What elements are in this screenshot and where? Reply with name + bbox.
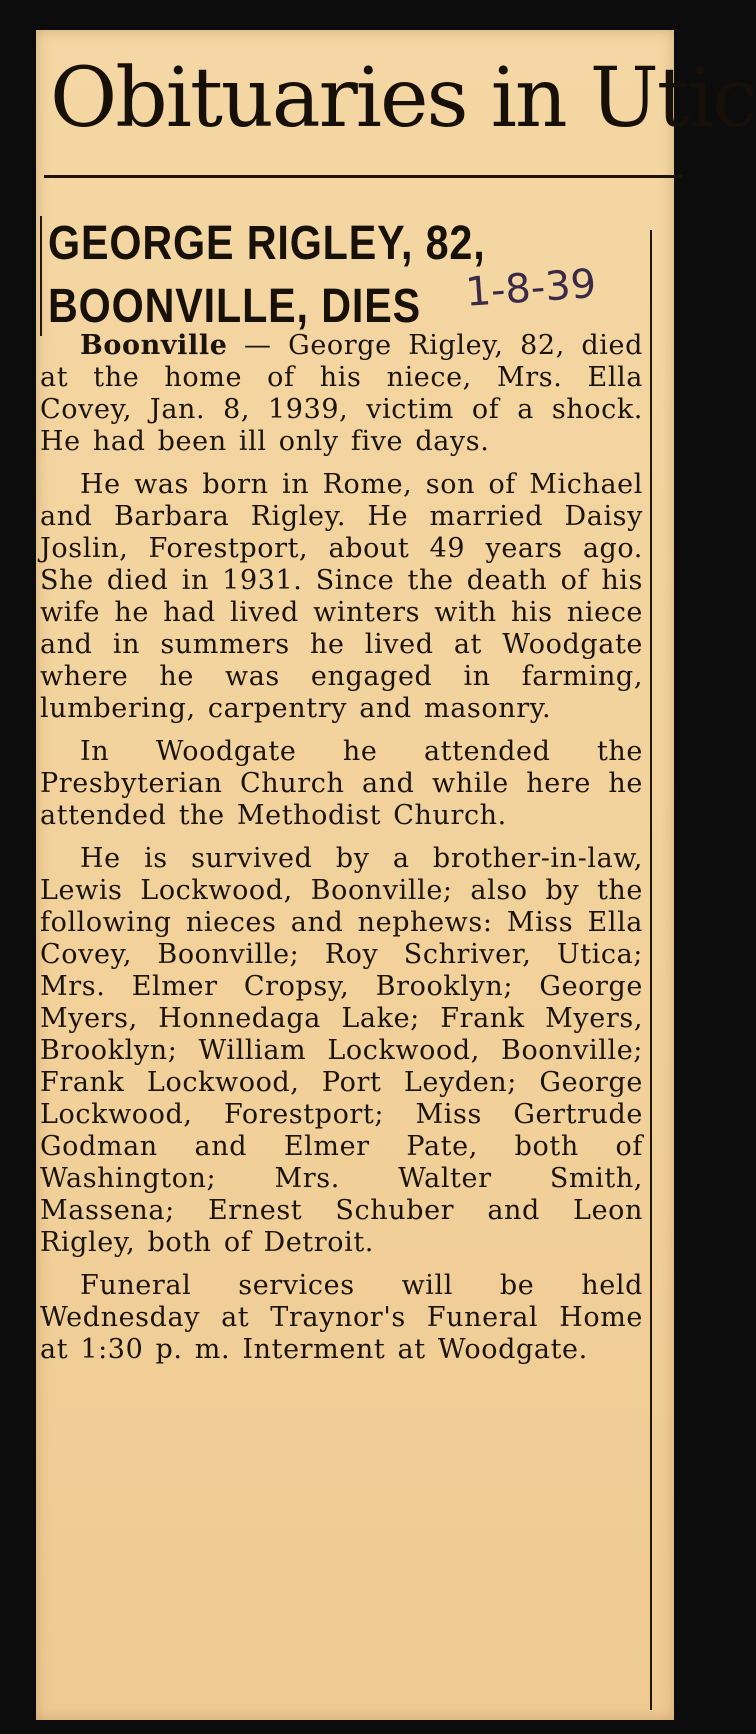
article-paragraph: He is survived by a brother-in-law, Lewis Lockwood, Boonville; also by the following nieces and nephews: Miss Ella Covey, Boonville; Roy Schriver, Utica; Mrs. Elmer Cropsy, Brooklyn; George Myers, Honnedaga Lake; Frank Myers, Brooklyn; William Lockwood, Boonville; Frank Lockwood, Port Leyden; George Lockwood, Forestport; Miss Gertrude Godman and Elmer Pate, both of Washington; Mrs. Walter Smith, Massena; Ernest Schuber and Leon Rigley, both of Detroit. bbox=[40, 843, 643, 1258]
article-paragraph: In Woodgate he attended the Presbyterian Church and while here he attended the Methodist Church. bbox=[40, 736, 643, 831]
dateline: Boonville bbox=[80, 330, 228, 361]
article-body bbox=[40, 330, 643, 1366]
article-paragraph bbox=[40, 330, 643, 458]
newspaper-clipping bbox=[36, 30, 756, 1720]
masthead-divider bbox=[44, 175, 682, 178]
headline-line-1: GEORGE RIGLEY, 82, bbox=[48, 217, 486, 270]
column-rule-left bbox=[40, 216, 42, 336]
article-paragraph: Funeral services will be held Wednesday at Traynor's Funeral Home at 1:30 p. m. Interment at Woodgate. bbox=[40, 1270, 643, 1365]
handwritten-date-annotation: 1-8-39 bbox=[464, 260, 598, 316]
paragraph-1-text: — George Rigley, 82, died at the home of his niece, Mrs. Ella Covey, Jan. 8, 1939, victim of a shock. He had been ill only five days. bbox=[40, 330, 643, 457]
masthead-title: Obituaries in Utic bbox=[50, 51, 756, 146]
headline-line-2: BOONVILLE, DIES bbox=[48, 280, 421, 333]
article-paragraph: He was born in Rome, son of Michael and Barbara Rigley. He married Daisy Joslin, Forestport, about 49 years ago. She died in 1931. Since the death of his wife he had lived winters with his niece and in summers he lived at Woodgate where he was engaged in farming, lumbering, carpentry and masonry. bbox=[40, 469, 643, 724]
column-rule-right bbox=[650, 230, 652, 1710]
